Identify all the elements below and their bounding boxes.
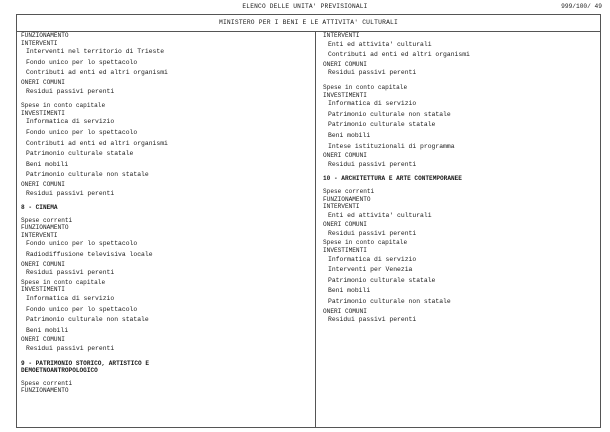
budget-item: Residui passivi perenti xyxy=(328,229,417,237)
budget-item: Fondo unico per lo spettacolo xyxy=(26,128,138,136)
section-heading: 10 - ARCHITETTURA E ARTE CONTEMPORANEE xyxy=(323,175,462,183)
columns xyxy=(17,32,600,427)
category-heading: Spese correnti xyxy=(323,187,375,195)
table-frame xyxy=(16,14,601,428)
budget-item: Patrimonio culturale non statale xyxy=(26,171,149,179)
budget-item: Informatica di servizio xyxy=(26,118,115,126)
category-heading: INTERVENTI xyxy=(323,203,360,211)
section-heading: 9 - PATRIMONIO STORICO, ARTISTICO E xyxy=(21,359,149,367)
budget-item: Contributi ad enti ed altri organismi xyxy=(328,51,470,59)
page-reference: 999/100/ 49 xyxy=(561,3,602,10)
category-heading: INVESTIMENTI xyxy=(323,91,367,99)
budget-item: Enti ed attivita' culturali xyxy=(328,211,432,219)
budget-item: Beni mobili xyxy=(26,160,69,168)
budget-item: Beni mobili xyxy=(26,326,69,334)
category-heading: Spese correnti xyxy=(21,379,73,387)
budget-item: Residui passivi perenti xyxy=(26,87,115,95)
category-heading: FUNZIONAMENTO xyxy=(21,32,69,39)
category-heading: ONERI COMUNI xyxy=(21,336,65,344)
document-title: ELENCO DELLE UNITA' PREVISIONALI xyxy=(242,3,368,10)
left-column xyxy=(21,32,311,427)
right-column xyxy=(323,32,598,427)
budget-item: Contributi ad enti ed altri organismi xyxy=(26,69,168,77)
budget-item: Interventi nel territorio di Trieste xyxy=(26,48,165,56)
category-heading: ONERI COMUNI xyxy=(323,60,367,68)
budget-item: Intese istituzionali di programma xyxy=(328,142,455,150)
category-heading: FUNZIONAMENTO xyxy=(21,224,69,232)
section-heading: DEMOETNOANTROPOLOGICO xyxy=(21,367,98,375)
budget-item: Residui passivi perenti xyxy=(328,316,417,324)
category-heading: Spese in conto capitale xyxy=(21,278,106,286)
category-heading: FUNZIONAMENTO xyxy=(323,195,371,203)
category-heading: ONERI COMUNI xyxy=(323,152,367,160)
budget-item: Residui passivi perenti xyxy=(328,160,417,168)
budget-item: Beni mobili xyxy=(328,287,371,295)
column-divider xyxy=(315,32,316,427)
category-heading: ONERI COMUNI xyxy=(21,260,65,268)
budget-item: Patrimonio culturale non statale xyxy=(26,316,149,324)
category-heading: Spese in conto capitale xyxy=(323,83,408,91)
budget-item: Beni mobili xyxy=(328,131,371,139)
budget-item: Residui passivi perenti xyxy=(26,345,115,352)
budget-item: Residui passivi perenti xyxy=(328,69,417,77)
category-heading: INVESTIMENTI xyxy=(21,286,65,294)
budget-item: Informatica di servizio xyxy=(328,255,417,263)
category-heading: Spese in conto capitale xyxy=(21,102,106,110)
category-heading: INTERVENTI xyxy=(21,231,58,239)
budget-item: Fondo unico per lo spettacolo xyxy=(26,58,138,66)
category-heading: Spese in conto capitale xyxy=(323,239,408,247)
budget-item: Informatica di servizio xyxy=(26,295,115,303)
category-heading: ONERI COMUNI xyxy=(323,307,367,315)
budget-item: Contributi ad enti ed altri organismi xyxy=(26,139,168,147)
budget-item: Patrimonio culturale statale xyxy=(328,276,436,284)
budget-item: Residui passivi perenti xyxy=(26,189,115,197)
category-heading: INVESTIMENTI xyxy=(323,247,367,255)
budget-item: Patrimonio culturale statale xyxy=(26,150,134,158)
category-heading: INVESTIMENTI xyxy=(21,109,65,117)
category-heading: ONERI COMUNI xyxy=(21,78,65,86)
budget-item: Patrimonio culturale statale xyxy=(328,121,436,129)
category-heading: FUNZIONAMENTO xyxy=(21,387,69,395)
budget-item: Fondo unico per lo spettacolo xyxy=(26,240,138,248)
category-heading: ONERI COMUNI xyxy=(21,180,65,188)
budget-item: Radiodiffusione televisiva locale xyxy=(26,251,153,259)
category-heading: Spese correnti xyxy=(21,216,73,224)
budget-item: Patrimonio culturale non statale xyxy=(328,110,451,118)
section-heading: 8 - CINEMA xyxy=(21,204,58,212)
category-heading: INTERVENTI xyxy=(323,32,360,39)
budget-item: Patrimonio culturale non statale xyxy=(328,298,451,306)
budget-item: Interventi per Venezia xyxy=(328,266,413,274)
category-heading: INTERVENTI xyxy=(21,39,58,47)
category-heading: ONERI COMUNI xyxy=(323,221,367,229)
ministry-heading: MINISTERO PER I BENI E LE ATTIVITA' CULTURALI xyxy=(17,15,600,32)
budget-item: Fondo unico per lo spettacolo xyxy=(26,305,138,313)
budget-item: Enti ed attivita' culturali xyxy=(328,40,432,48)
budget-item: Residui passivi perenti xyxy=(26,269,115,277)
budget-item: Informatica di servizio xyxy=(328,100,417,108)
